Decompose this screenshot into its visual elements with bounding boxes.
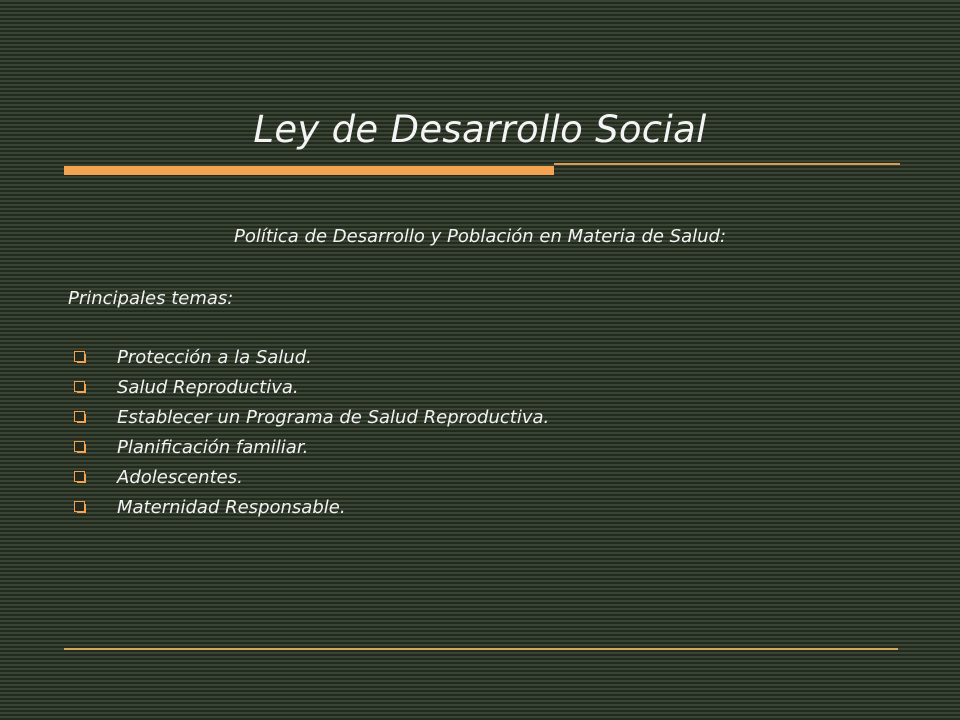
footer-divider — [64, 648, 898, 650]
topic-text: Planificación familiar. — [117, 437, 309, 458]
checkbox-square-icon — [74, 441, 86, 453]
checkbox-square-icon — [74, 411, 86, 423]
slide-title: Ley de Desarrollo Social — [253, 108, 707, 151]
checkbox-square-icon — [74, 381, 86, 393]
checkbox-square-icon — [74, 471, 86, 483]
slide-subtitle: Política de Desarrollo y Población en Materia de Salud: — [233, 226, 727, 247]
topic-text: Protección a la Salud. — [117, 347, 312, 368]
topic-text: Maternidad Responsable. — [117, 497, 346, 518]
topic-text: Salud Reproductiva. — [117, 377, 299, 398]
checkbox-square-icon — [74, 501, 86, 513]
topic-text: Establecer un Programa de Salud Reproductiva. — [117, 407, 550, 428]
title-accent-line — [554, 163, 900, 165]
title-accent-bar — [64, 166, 554, 175]
topic-text: Adolescentes. — [117, 467, 243, 488]
topics-label: Principales temas: — [68, 288, 234, 309]
checkbox-square-icon — [74, 351, 86, 363]
